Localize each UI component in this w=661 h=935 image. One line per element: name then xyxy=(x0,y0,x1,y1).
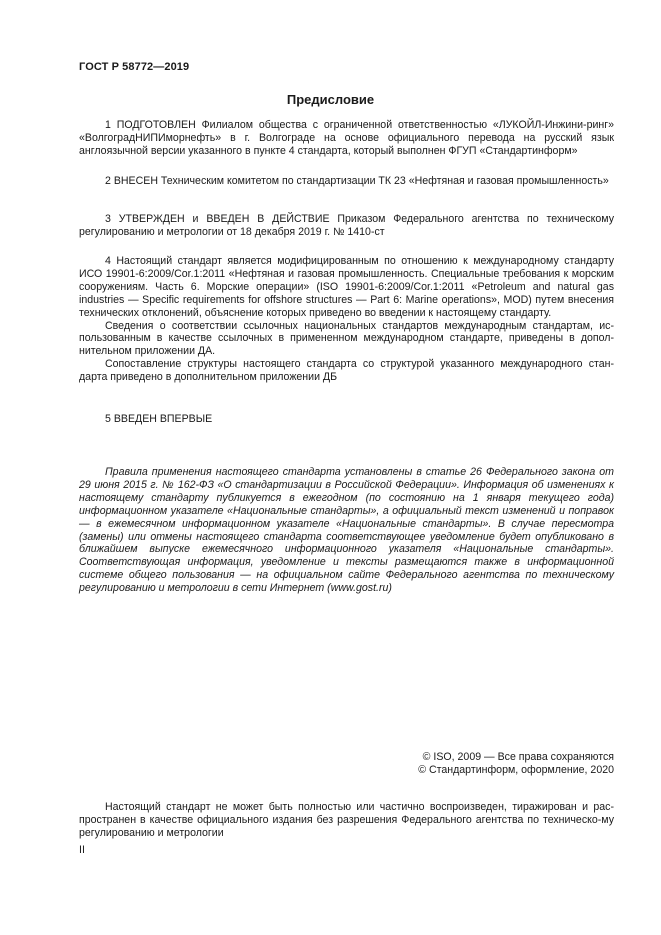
reproduction-notice-text: Настоящий стандарт не может быть полностью или частично воспроизведен, тиражирован и рас-пространен в качестве официального издания без разрешения Федерального агентства по техническо-му регулированию и метрологии xyxy=(79,801,614,839)
standard-code-header: ГОСТ Р 58772—2019 xyxy=(79,61,190,73)
section-4-references: Сведения о соответствии ссылочных национальных стандартов международным стандартам, ис-пользованным в качестве ссылочных в примененном международном стандарте, приведены в допол-нительном приложении ДА. xyxy=(79,319,614,358)
notice-text: Правила применения настоящего стандарта установлены в статье 26 Федерального закона от 29 июня 2015 г. № 162-ФЗ «О стандартизации в Российской Федерации». Информация об изменениях к настоящему стандарту публикуется в ежегодном (по состоянию на 1 января текущего года) информационном указателе «Национальные стандарты», а официальный текст изменений и поправок — в ежемесячном информационном указателе «Национальные стандарты». В случае пересмотра (замены) или отмены настоящего стандарта соответствующее уведомление будет опубликовано в ближайшем выпуске ежемесячного информационного указателя «Национальные стандарты». Соответствующая информация, уведомление и тексты размещаются также в информационной системе общего пользования — на официальном сайте Федерального агентства по техническому регулированию и метрологии в сети Интернет (www.gost.ru) xyxy=(79,466,614,595)
section-3 xyxy=(79,213,614,239)
section-3-text: 3 УТВЕРЖДЕН и ВВЕДЕН В ДЕЙСТВИЕ Приказом Федерального агентства по техническому регулированию и метрологии от 18 декабря 2019 г. № 1410-ст xyxy=(79,213,614,238)
section-1 xyxy=(79,119,614,158)
reproduction-notice xyxy=(79,801,614,840)
section-4-text: 4 Настоящий стандарт является модифицированным по отношению к международному стандарту ИСО 19901-6:2009/Cor.1:2011 «Нефтяная и газовая промышленность. Специальные требования к морским сооружениям. Часть 6. Морские операции» (ISO 19901-6:2009/Cor.1:2011 «Petroleum and natural gas industries — Specific requirements for offshore structures — Part 6: Marine operations», MOD) путем внесения технических отклонений, объяснение которых приведено во введении к настоящему стандарту. xyxy=(79,255,614,319)
application-rules-notice xyxy=(79,466,614,595)
iso-copyright: © ISO, 2009 — Все права сохраняются xyxy=(422,751,614,763)
section-5-text: 5 ВВЕДЕН ВПЕРВЫЕ xyxy=(105,413,213,425)
section-2 xyxy=(79,175,614,188)
copyright-block xyxy=(418,751,614,778)
page-number: II xyxy=(79,844,85,856)
standartinform-copyright: © Стандартинформ, оформление, 2020 xyxy=(418,764,614,777)
section-1-text: 1 ПОДГОТОВЛЕН Филиалом общества с ограниченной ответственностью «ЛУКОЙЛ-Инжини-ринг» «ВолгоградНИПИморнефть» в г. Волгограде на основе официального перевода на русский язык англоязычной версии указанного в пункте 4 стандарта, который выполнен ФГУП «Стандартинформ» xyxy=(79,119,614,157)
page-title: Предисловие xyxy=(286,92,375,107)
section-4-structure: Сопоставление структуры настоящего стандарта со структурой указанного международного стан-дарта приведено в дополнительном приложении ДБ xyxy=(79,358,614,384)
section-4 xyxy=(79,255,614,384)
section-5 xyxy=(79,413,614,426)
section-2-text: 2 ВНЕСЕН Техническим комитетом по стандартизации ТК 23 «Нефтяная и газовая промышленность» xyxy=(105,175,609,187)
